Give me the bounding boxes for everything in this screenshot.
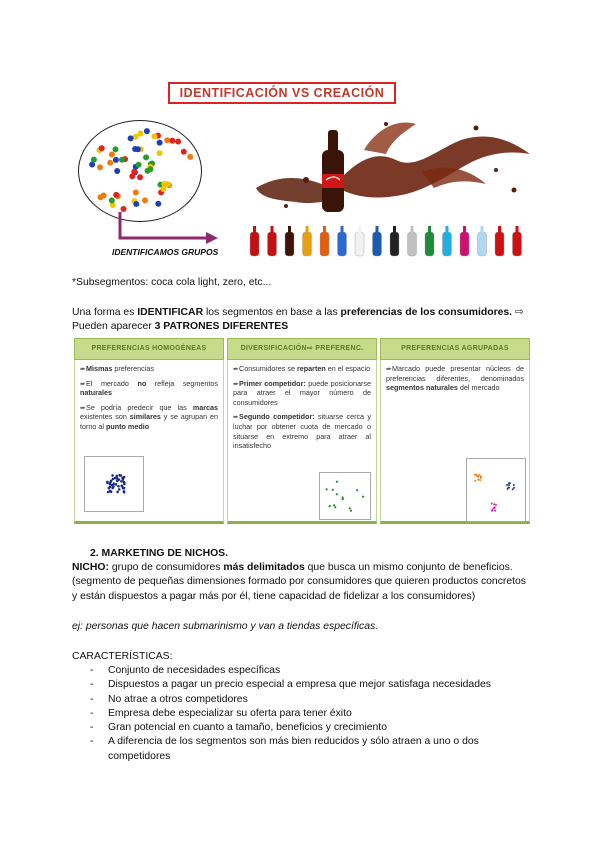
plot-point xyxy=(120,474,123,477)
arrow-right-icon xyxy=(116,210,220,250)
bottle-neck xyxy=(428,226,431,233)
list-item-text: Dispuestos a pagar un precio especial a empresa que mejor satisfaga necesidades xyxy=(108,679,491,691)
plot-point xyxy=(495,504,497,506)
bottle-neck xyxy=(288,226,291,233)
plot-point xyxy=(111,487,114,490)
plot-point xyxy=(107,491,110,494)
plot-point xyxy=(334,506,336,508)
plot-point xyxy=(491,503,493,505)
groups-ellipse xyxy=(78,120,202,222)
plot-point xyxy=(332,489,334,491)
dot xyxy=(142,197,148,203)
list-item xyxy=(72,735,532,764)
bottle-neck xyxy=(358,226,361,233)
bullet: - xyxy=(90,665,94,676)
plot-point xyxy=(333,504,335,506)
bottle xyxy=(443,232,452,256)
intro-paragraph xyxy=(72,306,532,335)
dot xyxy=(119,157,125,163)
bullet: - xyxy=(90,736,94,748)
pattern-header: PREFERENCIAS HOMOGÉNEAS xyxy=(74,338,224,360)
bottle xyxy=(338,232,347,256)
bottle xyxy=(303,232,312,256)
item-bold: segmentos naturales xyxy=(386,383,458,393)
list-item xyxy=(72,664,532,678)
pattern-body xyxy=(74,360,224,524)
intro-bold: preferencias de los consumidores. xyxy=(340,307,513,318)
plot-point xyxy=(329,505,331,507)
plot-point xyxy=(123,491,126,494)
plot-point xyxy=(513,484,515,486)
item-text: preferencias xyxy=(112,364,154,373)
plot-point xyxy=(116,491,119,494)
bottle xyxy=(373,232,382,256)
pattern-header: DIVERSIFICACIÓN⇨ PREFERENC. xyxy=(227,338,377,360)
pattern-grouped xyxy=(380,338,530,524)
plot-point xyxy=(356,489,358,491)
homogeneous-plot xyxy=(84,456,144,512)
intro-bold: 3 PATRONES DIFERENTES xyxy=(154,321,289,333)
dot xyxy=(157,150,163,156)
dot xyxy=(147,166,153,172)
item-text: refleja segmentos xyxy=(146,378,218,388)
dot xyxy=(136,162,142,168)
list-item xyxy=(72,693,532,707)
dot xyxy=(164,137,170,143)
plot-point xyxy=(513,487,515,489)
dot xyxy=(151,133,157,139)
dot xyxy=(135,146,141,152)
bottle-neck xyxy=(271,226,274,233)
pattern-body xyxy=(227,360,377,524)
cola-splash-image xyxy=(246,110,536,222)
plot-point xyxy=(109,486,112,489)
bullet: - xyxy=(90,679,94,691)
plot-point xyxy=(479,479,481,481)
characteristics-list xyxy=(72,664,532,764)
item-text: del mercado xyxy=(457,383,500,393)
dot xyxy=(109,152,115,158)
plot-point xyxy=(512,488,514,490)
dot xyxy=(137,131,143,137)
pattern-item xyxy=(233,364,371,374)
plot-point xyxy=(115,483,118,486)
plot-point xyxy=(506,484,508,486)
bottle xyxy=(408,232,417,256)
list-item xyxy=(72,678,532,692)
arrow-icon: ➨ xyxy=(80,378,87,388)
nicho-text: que busca un mismo conjunto de beneficios. (segmento de pequeñas dimensiones formado por consumidores que quieren productos concretos y están dispuestos a pagar más por él, tiene capacidad de fidelizar a los consumidores) xyxy=(72,562,526,602)
plot-point xyxy=(116,480,119,483)
dot xyxy=(144,128,150,134)
dot xyxy=(99,145,105,151)
item-bold: punto medio xyxy=(105,421,150,431)
bottle xyxy=(250,232,259,256)
page-title: IDENTIFICACIÓN VS CREACIÓN xyxy=(168,82,396,104)
plot-point xyxy=(493,503,495,505)
bottle-neck xyxy=(393,226,396,233)
item-bold: no xyxy=(137,378,147,388)
dot xyxy=(133,190,139,196)
pattern-diversified xyxy=(227,338,377,524)
pattern-item xyxy=(80,403,218,432)
plot-point xyxy=(474,480,476,482)
plot-point xyxy=(109,481,112,484)
section-title: 2. MARKETING DE NICHOS. xyxy=(90,548,228,559)
plot-point xyxy=(509,482,511,484)
plot-point xyxy=(480,476,482,478)
dot xyxy=(113,146,119,152)
plot-point xyxy=(116,477,119,480)
intro-text: Una forma es xyxy=(72,307,138,318)
dot xyxy=(137,174,143,180)
dot xyxy=(113,192,119,198)
bottle xyxy=(285,232,294,256)
bottle xyxy=(390,232,399,256)
plot-point xyxy=(477,476,479,478)
bottle-neck xyxy=(253,226,256,233)
plot-point xyxy=(478,474,480,476)
pattern-body xyxy=(380,360,530,524)
plot-point xyxy=(120,485,123,488)
bottle-neck xyxy=(341,226,344,233)
bottle xyxy=(268,232,277,256)
characteristics-title: CARACTERÍSTICAS: xyxy=(72,651,173,662)
bullet: - xyxy=(90,693,94,705)
dot xyxy=(143,154,149,160)
list-item-text: No atrae a otros competidores xyxy=(108,693,248,705)
bottle-neck xyxy=(498,226,501,233)
nicho-definition xyxy=(72,561,532,604)
item-bold: reparten xyxy=(296,364,326,373)
bottle xyxy=(495,232,504,256)
list-item-text: Gran potencial en cuanto a tamaño, beneficios y crecimiento xyxy=(108,722,387,734)
arrow-icon: ➨ xyxy=(233,364,240,373)
plot-point xyxy=(106,481,109,484)
grouped-plot xyxy=(466,458,526,522)
item-text: situarse cerca y luchar por obtener cuota de mercado o situarse en extremo para atraer al insatisfecho xyxy=(233,412,371,451)
bottle-neck xyxy=(323,226,326,233)
dot xyxy=(109,197,115,203)
nicho-label: NICHO: xyxy=(72,562,109,573)
bottle xyxy=(460,232,469,256)
plot-point xyxy=(110,491,113,494)
plot-point xyxy=(123,483,126,486)
dot xyxy=(169,138,175,144)
dot xyxy=(161,181,167,187)
bottle-neck xyxy=(306,226,309,233)
plot-point xyxy=(508,487,510,489)
colored-dots xyxy=(79,121,203,223)
dot xyxy=(113,157,119,163)
pattern-item xyxy=(80,364,218,374)
plot-point xyxy=(362,496,364,498)
arrow-icon: ➨ xyxy=(233,378,240,388)
nicho-text: grupo de consumidores xyxy=(108,562,224,573)
plot-point xyxy=(118,488,121,491)
plot-point xyxy=(117,485,120,488)
dot xyxy=(133,201,139,207)
bottle xyxy=(478,232,487,256)
plot-point xyxy=(508,484,510,486)
bullet: - xyxy=(90,722,94,734)
plot-point xyxy=(336,493,338,495)
item-bold: naturales xyxy=(80,388,112,398)
subsegments-note: *Subsegmentos: coca cola light, zero, etc... xyxy=(72,277,272,288)
dot xyxy=(157,140,163,146)
plot-point xyxy=(474,474,476,476)
pattern-homogeneous xyxy=(74,338,224,524)
plot-point xyxy=(494,506,496,508)
plot-point xyxy=(122,478,125,481)
pattern-item xyxy=(386,364,524,393)
plot-point xyxy=(111,474,114,477)
item-text: Consumidores se xyxy=(239,364,297,373)
list-item-text: A diferencia de los segmentos son más bien reducidos y sólo atraen a uno o dos competidores xyxy=(108,736,479,762)
bottle-neck xyxy=(411,226,414,233)
dot xyxy=(155,201,161,207)
list-item xyxy=(72,707,532,721)
dot xyxy=(128,135,134,141)
plot-point xyxy=(123,476,126,479)
dot xyxy=(114,168,120,174)
bottle xyxy=(320,232,329,256)
item-text: El mercado xyxy=(86,378,138,388)
plot-point xyxy=(336,481,338,483)
dot xyxy=(107,160,113,166)
item-bold: Segundo competidor: xyxy=(239,412,315,422)
bottle xyxy=(355,232,364,256)
diversified-plot xyxy=(319,472,371,520)
patterns-table xyxy=(74,338,530,524)
arrow-icon: ➨ xyxy=(233,412,240,422)
bottle xyxy=(513,232,522,256)
nicho-bold: más delimitados xyxy=(223,562,305,573)
bottle-neck xyxy=(516,226,519,233)
pattern-item xyxy=(80,379,218,398)
item-bold: marcas xyxy=(192,402,218,412)
pattern-item xyxy=(233,379,371,408)
bottle-neck xyxy=(446,226,449,233)
plot-point xyxy=(491,509,493,511)
list-item-text: Empresa debe especializar su oferta para tener éxito xyxy=(108,707,352,719)
pattern-header: PREFERENCIAS AGRUPADAS xyxy=(380,338,530,360)
plot-point xyxy=(350,510,352,512)
bottle-neck xyxy=(463,226,466,233)
item-bold: Primer competidor: xyxy=(239,378,306,388)
dot xyxy=(181,149,187,155)
pattern-item xyxy=(233,412,371,450)
arrow-icon: ➨ xyxy=(80,364,87,373)
dot xyxy=(187,154,193,160)
list-item xyxy=(72,721,532,735)
bottle-neck xyxy=(376,226,379,233)
item-text: existentes son xyxy=(80,412,130,422)
intro-bold: IDENTIFICAR xyxy=(137,307,204,318)
nicho-example: ej: personas que hacen submarinismo y van a tiendas específicas. xyxy=(72,621,379,632)
intro-text: los segmentos en base a las xyxy=(203,307,341,318)
bottles-image xyxy=(246,224,532,260)
plot-point xyxy=(342,496,344,498)
bullet: - xyxy=(90,707,94,719)
item-text: y se agrupan en torno al xyxy=(80,412,219,431)
item-text: Se podría predecir que las xyxy=(86,402,193,412)
plot-point xyxy=(477,479,479,481)
item-text: Marcado puede presentar núcleos de preferencias diferentes, denominados xyxy=(386,364,524,383)
dot xyxy=(175,139,181,145)
dot xyxy=(98,194,104,200)
plot-point xyxy=(349,507,351,509)
bottle-neck xyxy=(481,226,484,233)
plot-point xyxy=(116,475,119,478)
item-bold: similares xyxy=(129,412,161,422)
arrow-icon: ➨ xyxy=(80,402,87,412)
list-item-text: Conjunto de necesidades específicas xyxy=(108,665,281,676)
dot xyxy=(160,186,166,192)
plot-point xyxy=(494,510,496,512)
item-text: en el espacio xyxy=(325,364,371,373)
item-text: puede posicionarse para atraer el mayor número de consumidores xyxy=(233,378,371,407)
plot-point xyxy=(326,488,328,490)
arrow-icon: ➨ xyxy=(386,364,393,373)
item-bold: Mismas xyxy=(86,364,113,373)
bottle xyxy=(425,232,434,256)
dot xyxy=(91,157,97,163)
intro-text: ⇨ Pueden aparecer xyxy=(72,307,524,333)
groups-label: IDENTIFICAMOS GRUPOS xyxy=(112,247,219,257)
dot xyxy=(97,164,103,170)
